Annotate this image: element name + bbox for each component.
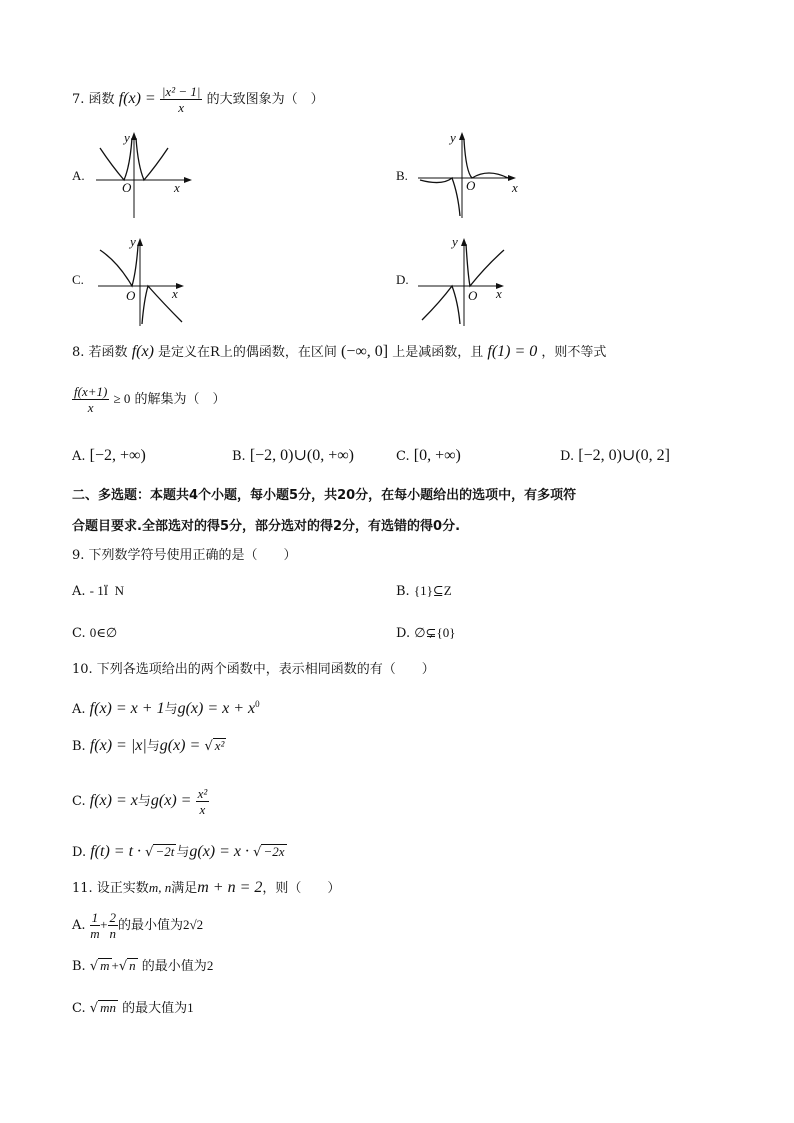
- q10-a-f: f(x) = x + 1: [89, 700, 165, 717]
- q8-text-d: ，则不等式: [541, 345, 607, 360]
- q7-graph-c[interactable]: [92, 232, 202, 328]
- q7-suffix: 的大致图象为（ ）: [206, 92, 324, 107]
- q9-stem: 9. 下列数学符号使用正确的是（ ）: [72, 548, 297, 563]
- q8-option-b-label: B.: [232, 449, 246, 464]
- q7-option-b-label[interactable]: B.: [396, 168, 408, 183]
- q9-option-a-text: - 1Ï N: [89, 583, 124, 598]
- q10-d-radicand-1: −2t: [155, 844, 175, 859]
- q11-a-frac-2-num: 2: [109, 910, 117, 925]
- q11-c-text: 的最大值为: [122, 1001, 188, 1016]
- q8-line2: [72, 384, 226, 415]
- section2-line1: 二、多选题：本题共4个小题，每小题5分，共20分，在每小题给出的选项中，有多项符: [72, 488, 577, 503]
- q10-d-mid: 与: [176, 845, 190, 860]
- q9-option-a[interactable]: [72, 583, 124, 600]
- q10-d-f: f(t) = t ·: [90, 843, 142, 860]
- q10-d-g: g(x) = x ·: [189, 843, 250, 860]
- q11-a-frac-2-den: n: [109, 926, 117, 941]
- section2-line2: 合题目要求.全部选对的得5分，部分选对的得2分，有选错的得0分.: [72, 519, 461, 534]
- q8-option-c-text: [0, +∞): [413, 447, 461, 464]
- q8-suffix: 的解集为（ ）: [134, 392, 226, 407]
- q8-frac-denominator: x: [87, 400, 94, 415]
- q11-a-text: 的最小值为: [118, 918, 184, 933]
- q8-frac-numerator: f(x+1): [74, 384, 108, 399]
- q11-b-radicand-2: n: [129, 958, 136, 973]
- q9-option-b[interactable]: [396, 583, 452, 600]
- q11-stem-b: 满足: [171, 881, 198, 896]
- q7-option-a-label[interactable]: A.: [72, 168, 85, 183]
- q11-option-a[interactable]: [72, 910, 203, 941]
- q7-frac-denominator: x: [178, 100, 185, 115]
- q7-stem: [72, 84, 324, 115]
- q11-b-plus: +: [111, 958, 119, 973]
- q7-fraction: [160, 84, 203, 115]
- q8-option-a-label: A.: [72, 449, 86, 464]
- q11-option-a-label: A.: [72, 918, 86, 933]
- q10-c-fraction: [196, 786, 210, 817]
- q11-b-value: 2: [206, 958, 214, 973]
- q10-a-sup: 0: [255, 699, 260, 709]
- q10-option-b-label: B.: [72, 739, 86, 754]
- q8-option-c-label: C.: [396, 449, 410, 464]
- q8-option-d-label: D.: [560, 449, 575, 464]
- q7-number: 7.: [72, 92, 85, 107]
- q8-text-b: 是定义在R上的偶函数，在区间: [158, 345, 337, 360]
- q10-c-frac-denominator: x: [199, 802, 206, 817]
- q7a-axis-y: y: [124, 130, 130, 145]
- q7b-origin: O: [466, 178, 476, 193]
- q11-condition: m + n = 2: [197, 879, 263, 896]
- q10-option-a-label: A.: [72, 702, 86, 717]
- q10-option-b[interactable]: [72, 738, 226, 755]
- q7b-axis-x: x: [512, 180, 518, 195]
- q10-a-mid: 与: [164, 702, 178, 717]
- q11-stem-a: 11. 设正实数: [72, 881, 149, 896]
- q7a-axis-x: x: [174, 180, 180, 195]
- q10-option-c-label: C.: [72, 794, 86, 809]
- q9-option-c[interactable]: [72, 625, 117, 642]
- q9-option-c-label: C.: [72, 626, 86, 641]
- q11-a-frac-2: [108, 910, 119, 941]
- q10-b-radicand: x²: [214, 738, 225, 753]
- q10-option-c[interactable]: [72, 786, 209, 817]
- q8-fraction: [72, 384, 109, 415]
- q10-b-f: f(x) = |x|: [89, 737, 147, 754]
- q8-option-b-text: [−2, 0)∪(0, +∞): [249, 447, 354, 464]
- q8-interval: (−∞, 0]: [340, 343, 389, 360]
- q11-a-value: 2√2: [183, 917, 204, 932]
- q7b-axis-y: y: [450, 130, 456, 145]
- q7-prefix: 函数: [88, 92, 115, 107]
- q11-c-radicand: mn: [100, 1000, 116, 1015]
- q7-fx: f(x) =: [118, 90, 156, 107]
- sqrt-icon: √: [89, 1001, 99, 1016]
- q7-graph-d[interactable]: [412, 232, 524, 328]
- q11-stem-c: ，则（ ）: [262, 881, 341, 896]
- q10-b-g: g(x) =: [159, 737, 201, 754]
- q10-c-f: f(x) = x: [89, 792, 138, 809]
- q10-option-d[interactable]: [72, 844, 287, 861]
- q8-option-d[interactable]: [560, 448, 670, 465]
- q7-graph-b[interactable]: [416, 128, 528, 220]
- q8-option-c[interactable]: [396, 448, 461, 465]
- q11-a-frac-1-den: m: [90, 926, 100, 941]
- q8-option-a[interactable]: [72, 448, 146, 465]
- q7d-axis-x: x: [496, 286, 502, 301]
- q11-a-frac-1: [90, 910, 101, 941]
- q7-option-c-label[interactable]: C.: [72, 272, 84, 287]
- q9-option-d[interactable]: [396, 625, 455, 642]
- q10-c-g: g(x) =: [150, 792, 192, 809]
- q9-option-c-text: 0∈∅: [89, 625, 118, 640]
- q10-option-d-label: D.: [72, 845, 87, 860]
- q8-option-b[interactable]: [232, 448, 354, 465]
- q9-option-b-label: B.: [396, 584, 410, 599]
- q9-option-a-label: A.: [72, 584, 86, 599]
- sqrt-icon: √: [89, 959, 99, 974]
- q10-d-radicand-2: −2x: [263, 844, 285, 859]
- sqrt-icon: √: [204, 739, 213, 754]
- q7c-origin: O: [126, 288, 136, 303]
- q7d-origin: O: [468, 288, 478, 303]
- q10-option-a[interactable]: [72, 696, 260, 718]
- q11-b-radicand-1: m: [100, 958, 110, 973]
- q11-option-c[interactable]: [72, 1000, 194, 1017]
- sqrt-icon: √: [253, 845, 262, 860]
- q8-text-c: 上是减函数，且: [392, 345, 484, 360]
- q10-a-g: g(x) = x + x: [177, 700, 256, 717]
- q8-line1: [72, 344, 606, 361]
- q7d-axis-y: y: [452, 234, 458, 249]
- q11-option-b-label: B.: [72, 959, 86, 974]
- q7c-axis-x: x: [172, 286, 178, 301]
- q10-stem: 10. 下列各选项给出的两个函数中，表示相同函数的有（ ）: [72, 662, 435, 677]
- q8-number: 8.: [72, 345, 85, 360]
- q9-option-d-label: D.: [396, 626, 411, 641]
- q10-b-mid: 与: [146, 739, 160, 754]
- q11-c-value: 1: [187, 1000, 194, 1015]
- q9-option-d-text: ∅⊊{0}: [414, 625, 456, 640]
- q7-frac-numerator: |x² − 1|: [161, 84, 201, 99]
- q8-text-a: 若函数: [88, 345, 128, 360]
- q7c-axis-y: y: [130, 234, 136, 249]
- sqrt-icon: √: [145, 845, 154, 860]
- q9-option-b-text: {1}⊆Z: [413, 583, 452, 598]
- q8-geq: ≥ 0: [113, 391, 131, 406]
- sqrt-icon: √: [118, 959, 128, 974]
- q8-option-d-text: [−2, 0)∪(0, 2]: [578, 447, 670, 464]
- q8-option-a-text: [−2, +∞): [89, 447, 146, 464]
- q11-a-plus: +: [100, 917, 108, 932]
- q10-c-mid: 与: [137, 794, 151, 809]
- q10-c-frac-numerator: x²: [197, 786, 208, 801]
- q11-option-c-label: C.: [72, 1001, 86, 1016]
- q7-graph-a[interactable]: [92, 128, 202, 220]
- q7-option-d-label[interactable]: D.: [396, 272, 409, 287]
- q8-f1: f(1) = 0: [487, 343, 538, 360]
- q7a-origin: O: [122, 180, 132, 195]
- q11-a-frac-1-num: 1: [91, 910, 99, 925]
- q11-option-b[interactable]: [72, 958, 213, 975]
- q11-stem: [72, 880, 340, 897]
- q11-b-text: 的最小值为: [141, 959, 207, 974]
- q11-vars: m, n: [148, 880, 172, 895]
- q8-fx: f(x): [131, 343, 154, 360]
